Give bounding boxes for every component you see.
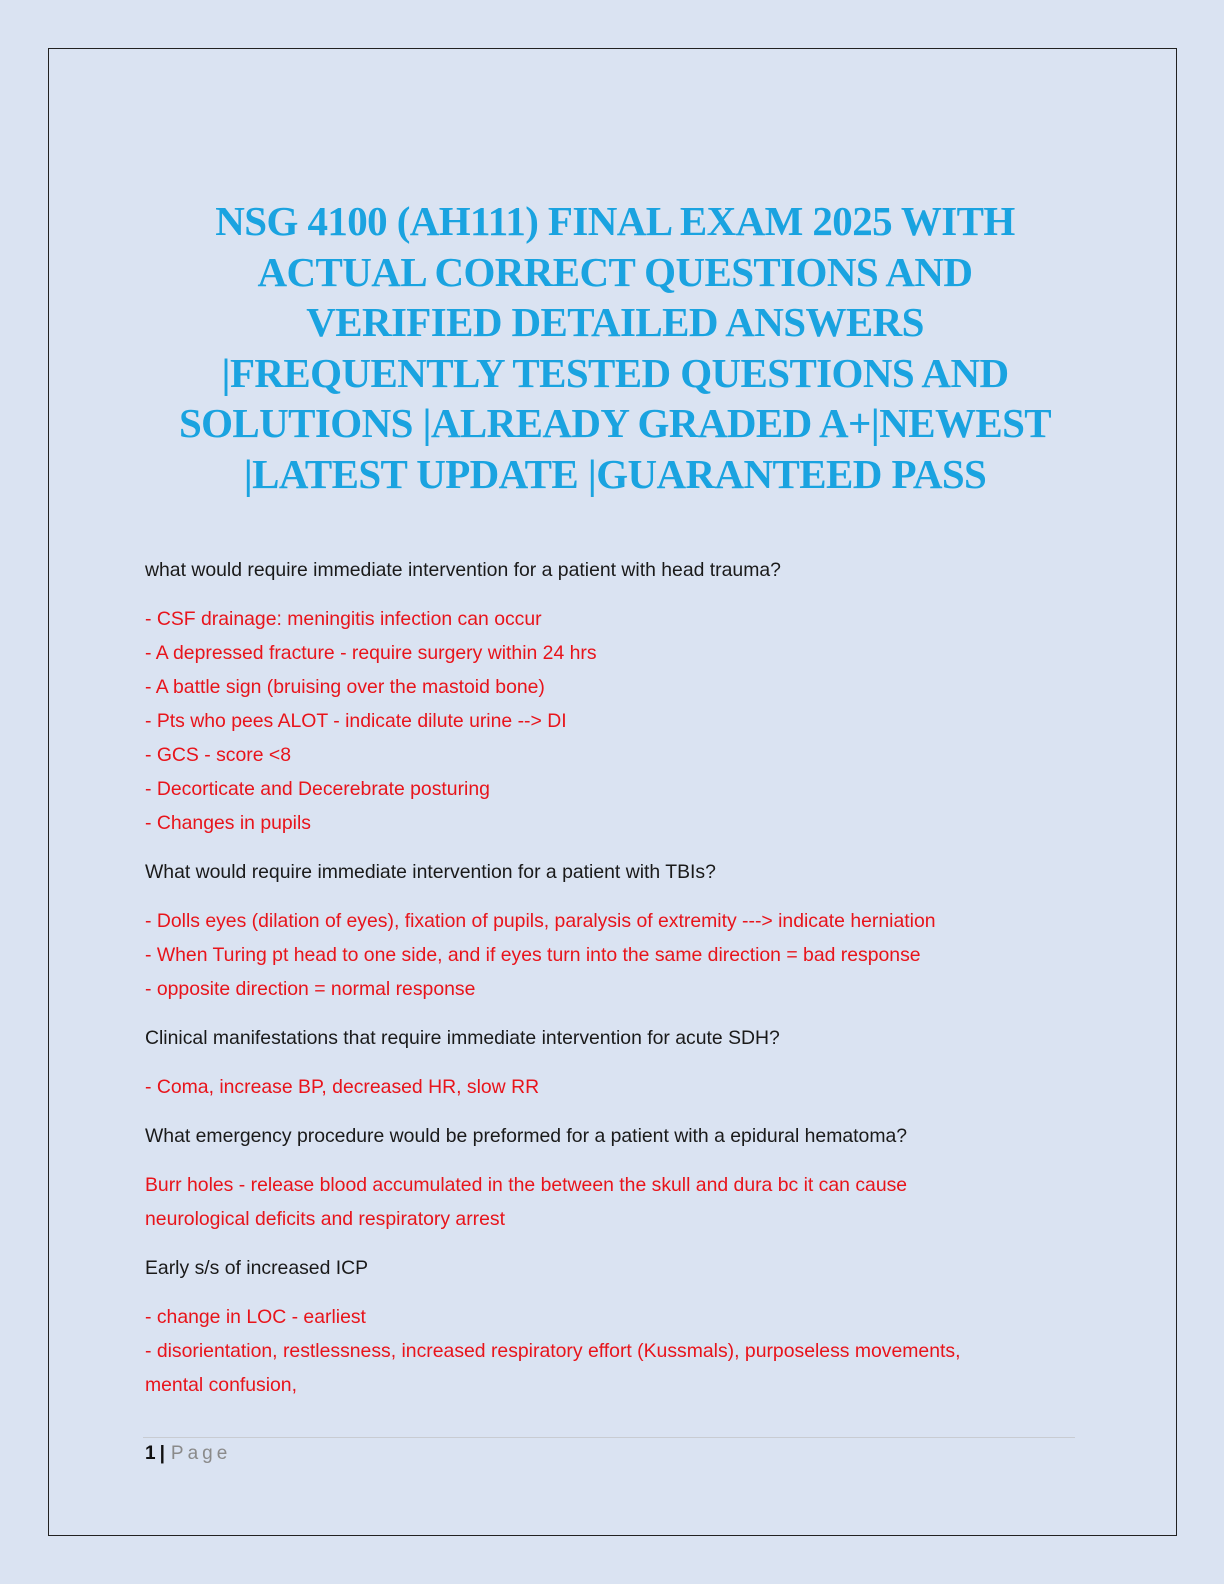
- answer-line: neurological deficits and respiratory arrest: [145, 1208, 505, 1230]
- answer-list: [145, 904, 1075, 1006]
- title-line: NSG 4100 (AH111) FINAL EXAM 2025 WITH: [215, 198, 1015, 244]
- footer-divider: [143, 1437, 1075, 1438]
- qa-block-head-trauma: [145, 553, 1075, 840]
- answer-line: - Coma, increase BP, decreased HR, slow RR: [145, 1076, 540, 1098]
- page-label: Page: [170, 1443, 232, 1464]
- answer-line: - GCS - score <8: [145, 744, 292, 766]
- question-text: what would require immediate intervention for a patient with head trauma?: [145, 559, 781, 581]
- answer-list: [145, 1070, 1075, 1104]
- question-text: Clinical manifestations that require immediate intervention for acute SDH?: [145, 1027, 780, 1049]
- answer-line: - Pts who pees ALOT - indicate dilute urine --> DI: [145, 710, 567, 732]
- answer-line: - When Turing pt head to one side, and if eyes turn into the same direction = bad response: [145, 944, 921, 966]
- answer-line: - A depressed fracture - require surgery within 24 hrs: [145, 642, 597, 664]
- answer-line: - change in LOC - earliest: [145, 1306, 366, 1328]
- page-footer: [145, 1442, 231, 1466]
- title-line: |LATEST UPDATE |GUARANTEED PASS: [243, 450, 987, 497]
- answer-line: - Decorticate and Decerebrate posturing: [145, 778, 490, 800]
- answer-line: - Dolls eyes (dilation of eyes), fixation of pupils, paralysis of extremity ---> indicate herniation: [145, 910, 936, 932]
- answer-list: [145, 602, 1075, 840]
- answer-line: Burr holes - release blood accumulated in the between the skull and dura bc it can cause: [145, 1174, 908, 1196]
- answer-line: - disorientation, restlessness, increased respiratory effort (Kussmals), purposeless movements,: [145, 1340, 961, 1362]
- page-number: 1: [145, 1443, 156, 1464]
- answer-line: - Changes in pupils: [145, 812, 311, 834]
- document-body: [145, 553, 1075, 1417]
- qa-block-tbi: [145, 855, 1075, 1006]
- qa-block-epidural-hematoma: [145, 1119, 1075, 1236]
- title-line: SOLUTIONS |ALREADY GRADED A+|NEWEST: [178, 400, 1052, 446]
- question-text: Early s/s of increased ICP: [145, 1257, 369, 1279]
- page-separator: |: [159, 1443, 165, 1464]
- answer-line: - opposite direction = normal response: [145, 978, 476, 1000]
- answer-line: mental confusion,: [145, 1374, 297, 1396]
- qa-block-acute-sdh: [145, 1021, 1075, 1104]
- question-text: What emergency procedure would be preformed for a patient with a epidural hematoma?: [145, 1125, 908, 1147]
- title-line: |FREQUENTLY TESTED QUESTIONS AND: [221, 349, 1009, 396]
- title-line: ACTUAL CORRECT QUESTIONS AND: [257, 248, 973, 295]
- qa-block-increased-icp: [145, 1251, 1075, 1402]
- document-title: [120, 196, 1110, 499]
- answer-line: - A battle sign (bruising over the mastoid bone): [145, 676, 545, 698]
- title-line: VERIFIED DETAILED ANSWERS: [306, 299, 924, 345]
- answer-line: - CSF drainage: meningitis infection can occur: [145, 608, 542, 630]
- answer-list: [145, 1300, 1075, 1402]
- answer-list: [145, 1168, 1075, 1236]
- question-text: What would require immediate intervention for a patient with TBIs?: [145, 861, 716, 883]
